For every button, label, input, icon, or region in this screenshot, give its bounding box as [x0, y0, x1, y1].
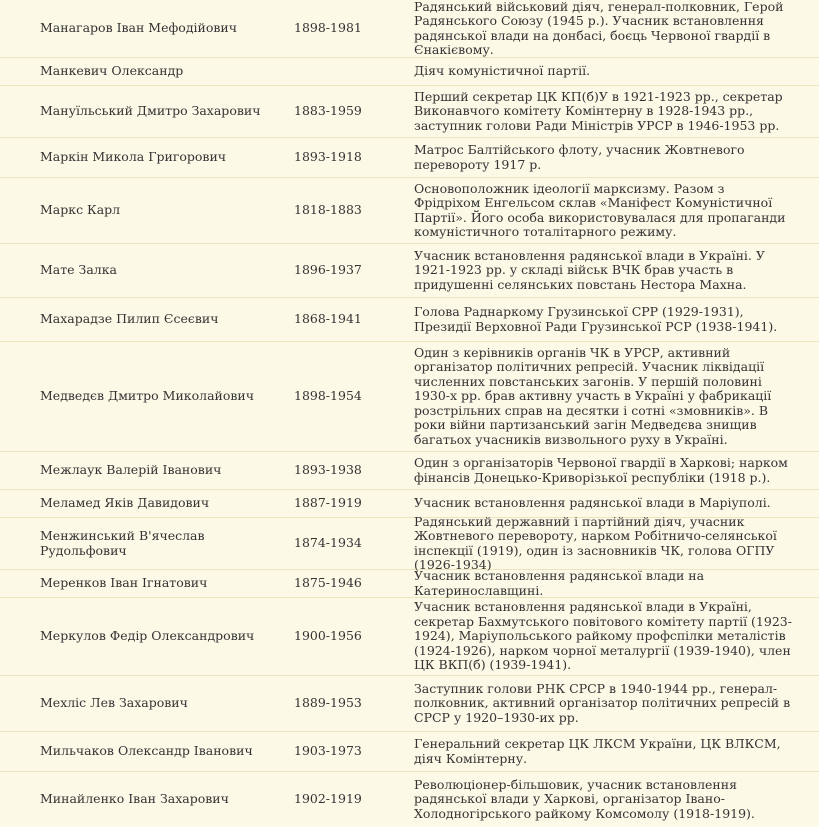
description-text: Генеральний секретар ЦК ЛКСМ України, ЦК ВЛКСМ, діяч Комінтерну.	[414, 736, 781, 766]
life-years: 1887-1919	[294, 495, 362, 511]
table-row	[0, 772, 819, 827]
person-name: Межлаук Валерій Іванович	[40, 462, 222, 478]
table-row	[0, 732, 819, 772]
person-description	[414, 0, 794, 57]
person-description	[414, 490, 794, 517]
person-description	[414, 342, 794, 451]
description-text: Учасник встановлення радянської влади на Катеринославщині.	[414, 568, 705, 598]
person-name: Менжинський В'ячеслав Рудольфович	[40, 528, 205, 558]
description-text: Голова Раднаркому Грузинської СРР (1929-1931), Президії Верховної Ради Грузинської РСР (1938-1941).	[414, 304, 778, 334]
life-years: 1900-1956	[294, 628, 362, 644]
person-description	[414, 452, 794, 489]
description-text: Заступник голови РНК СРСР в 1940-1944 рр., генерал-полковник, активний організатор політичних репресій в СРСР у 1920–1930-их рр.	[414, 680, 791, 725]
person-name: Медведєв Дмитро Миколайович	[40, 388, 255, 404]
person-description	[414, 732, 794, 771]
life-years: 1896-1937	[294, 262, 362, 278]
person-name: Мануїльський Дмитро Захарович	[40, 103, 261, 119]
life-years: 1893-1938	[294, 462, 362, 478]
life-years: 1874-1934	[294, 535, 362, 551]
table-row	[0, 178, 819, 244]
table-row	[0, 244, 819, 298]
person-name: Манкевич Олександр	[40, 63, 184, 79]
person-description	[414, 676, 794, 731]
description-text: Перший секретар ЦК КП(б)У в 1921-1923 рр., секретар Виконавчого комітету Комінтерну в 1928-1943 рр., заступник голови Ради Міністрів УРСР в 1946-1953 рр.	[414, 88, 783, 133]
person-name: Мате Залка	[40, 262, 117, 278]
person-description	[414, 58, 794, 85]
description-text: Матрос Балтійського флоту, учасник Жовтневого перевороту 1917 р.	[414, 142, 745, 172]
table-row	[0, 0, 819, 58]
life-years: 1898-1954	[294, 388, 362, 404]
life-years: 1903-1973	[294, 743, 362, 759]
table-row	[0, 58, 819, 86]
description-text: Діяч комуністичної партії.	[414, 63, 591, 79]
table-row	[0, 598, 819, 676]
person-description	[414, 138, 794, 177]
person-name: Маркс Карл	[40, 202, 121, 218]
description-text: Учасник встановлення радянської влади в Україні. У 1921-1923 рр. у складі військ ВЧК брав участь в придушенні селянських повстань Нестора Махна.	[414, 247, 765, 292]
description-text: Учасник встановлення радянської влади в Маріуполі.	[414, 495, 771, 511]
person-name: Махарадзе Пилип Єсеєвич	[40, 311, 219, 327]
person-name: Минайленко Іван Захарович	[40, 791, 229, 807]
person-name: Мехліс Лев Захарович	[40, 695, 188, 711]
table-row	[0, 452, 819, 490]
life-years: 1889-1953	[294, 695, 362, 711]
description-text: Революціонер-більшовик, учасник встановлення радянської влади у Харкові, організатор Івано-Холодногірського райкому Комсомолу (1918-1919).	[414, 776, 755, 821]
table-row	[0, 570, 819, 598]
person-name: Мильчаков Олександр Іванович	[40, 743, 253, 759]
life-years	[294, 58, 404, 85]
description-text: Основоположник ідеології марксизму. Разом з Фрідріхом Енгельсом склав «Маніфест Комуністичної Партії». Його особа використовувалася для пропаганди комуністичного тоталітарного режиму.	[414, 180, 786, 239]
life-years: 1868-1941	[294, 311, 362, 327]
person-description	[414, 570, 794, 597]
table-row	[0, 676, 819, 732]
person-description	[414, 178, 794, 243]
person-description	[414, 298, 794, 341]
life-years: 1875-1946	[294, 575, 362, 591]
life-years: 1898-1981	[294, 20, 362, 36]
person-description	[414, 598, 794, 675]
description-text: Один з організаторів Червоної гвардії в Харкові; нарком фінансів Донецько-Криворізької республіки (1918 р.).	[414, 455, 788, 485]
table-row	[0, 298, 819, 342]
description-text: Учасник встановлення радянської влади в Україні, секретар Бахмутського повітового комітету партії (1923-1924), Маріупольського райкому профспілки металістів (1924-1926), нарком чорної металургії (1939-1940), член ЦК ВКП(б) (1939-1941).	[414, 599, 792, 673]
person-name: Меламед Яків Давидович	[40, 495, 210, 511]
person-description	[414, 244, 794, 297]
person-description	[414, 86, 794, 137]
life-years: 1818-1883	[294, 202, 362, 218]
life-years: 1883-1959	[294, 103, 362, 119]
person-name: Манагаров Іван Мефодійович	[40, 20, 237, 36]
person-description	[414, 513, 794, 572]
person-name: Меркулов Федір Олександрович	[40, 628, 255, 644]
person-name: Меренков Іван Ігнатович	[40, 575, 208, 591]
life-years: 1893-1918	[294, 149, 362, 165]
description-text: Радянський військовий діяч, генерал-полковник, Герой Радянського Союзу (1945 р.). Учасник встановлення радянської влади на донбасі, боєць Червоної гвардії в Єнакієвому.	[414, 0, 784, 57]
person-name: Маркін Микола Григорович	[40, 149, 227, 165]
table-row	[0, 138, 819, 178]
life-years: 1902-1919	[294, 791, 362, 807]
table-row	[0, 513, 819, 572]
table-row	[0, 342, 819, 452]
person-description	[414, 772, 794, 827]
table-row	[0, 86, 819, 138]
description-text: Один з керівників органів ЧК в УРСР, активний організатор політичних репресій. Учасник ліквідації численних повстанських загонів. У першій половині 1930-х рр. брав активну участь в Україні у фабрикації розстрільних справ на десятки і сотні «змовників». В роки війни партизанський загін Медведєва знищив багатьох учасників визвольного руху в Україні.	[414, 344, 772, 447]
description-text: Радянський державний і партійний діяч, учасник Жовтневого перевороту, нарком Робітничо-селянської інспекції (1919), один із засновників ЧК, голова ОГПУ (1926-1934)	[414, 513, 777, 572]
